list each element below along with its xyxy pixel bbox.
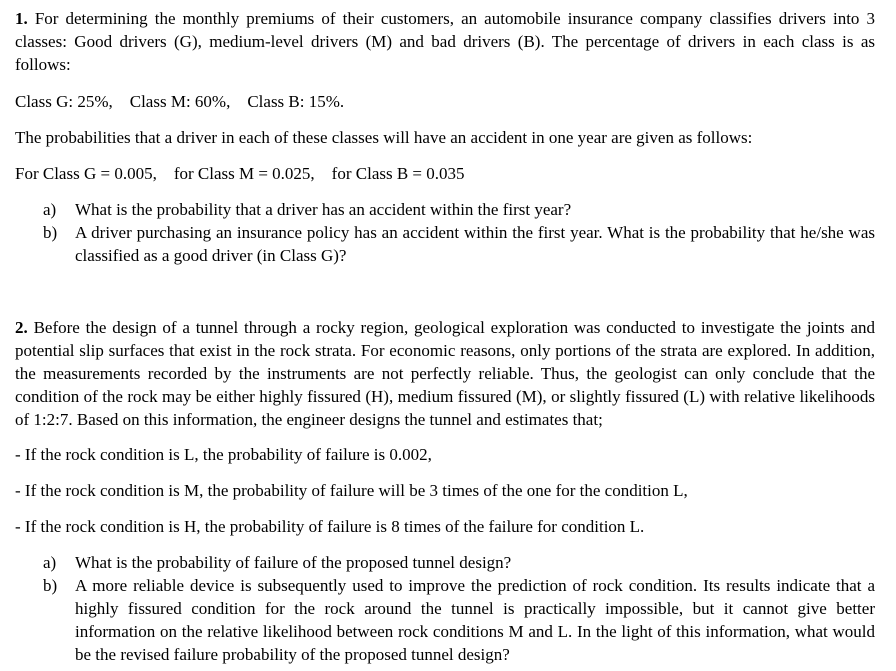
question-2-parts [15, 551, 875, 666]
question-1-part-a [15, 198, 875, 221]
question-1-parts [15, 198, 875, 267]
class-percentages: Class G: 25%, Class M: 60%, Class B: 15%. [15, 92, 345, 111]
question-2-text: Before the design of a tunnel through a rocky region, geological exploration was conducted to investigate the joints and potential slip surfaces that exist in the rock strata. For economic reasons, only portions of the strata are explored. In addition, the measurements recorded by the instruments are not perfectly reliable. Thus, the geologist can only conclude that the condition of the rock may be either highly fissured (H), medium fissured (M), or slightly fissured (L) with relative likelihoods of 1:2:7. Based on this information, the engineer designs the tunnel and estimates that; [15, 318, 875, 429]
question-1-number: 1. [15, 9, 28, 28]
accident-probabilities: For Class G = 0.005, for Class M = 0.025, for Class B = 0.035 [15, 164, 465, 183]
part-marker: a) [43, 200, 57, 219]
condition-h: - If the rock condition is H, the probability of failure is 8 times of the failure for condition L. [15, 517, 645, 536]
question-2-intro [15, 316, 875, 431]
part-marker: a) [43, 553, 57, 572]
question-1-part-b [15, 221, 875, 267]
part-text: A more reliable device is subsequently used to improve the prediction of rock condition. Its results indicate that a highly fissured condition for the rock around the tunnel is practically impossible, but it cannot give better information on the relative likelihood between rock conditions M and L. In the light of this information, what would be the revised failure probability of the proposed tunnel design? [75, 576, 875, 664]
question-2-number: 2. [15, 318, 28, 337]
part-text: What is the probability of failure of the proposed tunnel design? [75, 553, 512, 572]
condition-m: - If the rock condition is M, the probability of failure will be 3 times of the one for the condition L, [15, 481, 688, 500]
part-marker: b) [43, 223, 58, 242]
condition-l: - If the rock condition is L, the probability of failure is 0.002, [15, 445, 432, 464]
part-text: What is the probability that a driver has an accident within the first year? [75, 200, 572, 219]
question-2-part-b [15, 574, 875, 666]
question-2-part-a [15, 551, 875, 574]
accident-probability-intro: The probabilities that a driver in each of these classes will have an accident in one year are given as follows: [15, 128, 753, 147]
part-marker: b) [43, 576, 58, 595]
part-text: A driver purchasing an insurance policy has an accident within the first year. What is the probability that he/she was classified as a good driver (in Class G)? [75, 223, 875, 265]
question-1-text: For determining the monthly premiums of their customers, an automobile insurance company classifies drivers into 3 classes: Good drivers (G), medium-level drivers (M) and bad drivers (B). The percentage of drivers in each class is as follows: [15, 9, 875, 74]
question-1-intro [15, 7, 875, 76]
